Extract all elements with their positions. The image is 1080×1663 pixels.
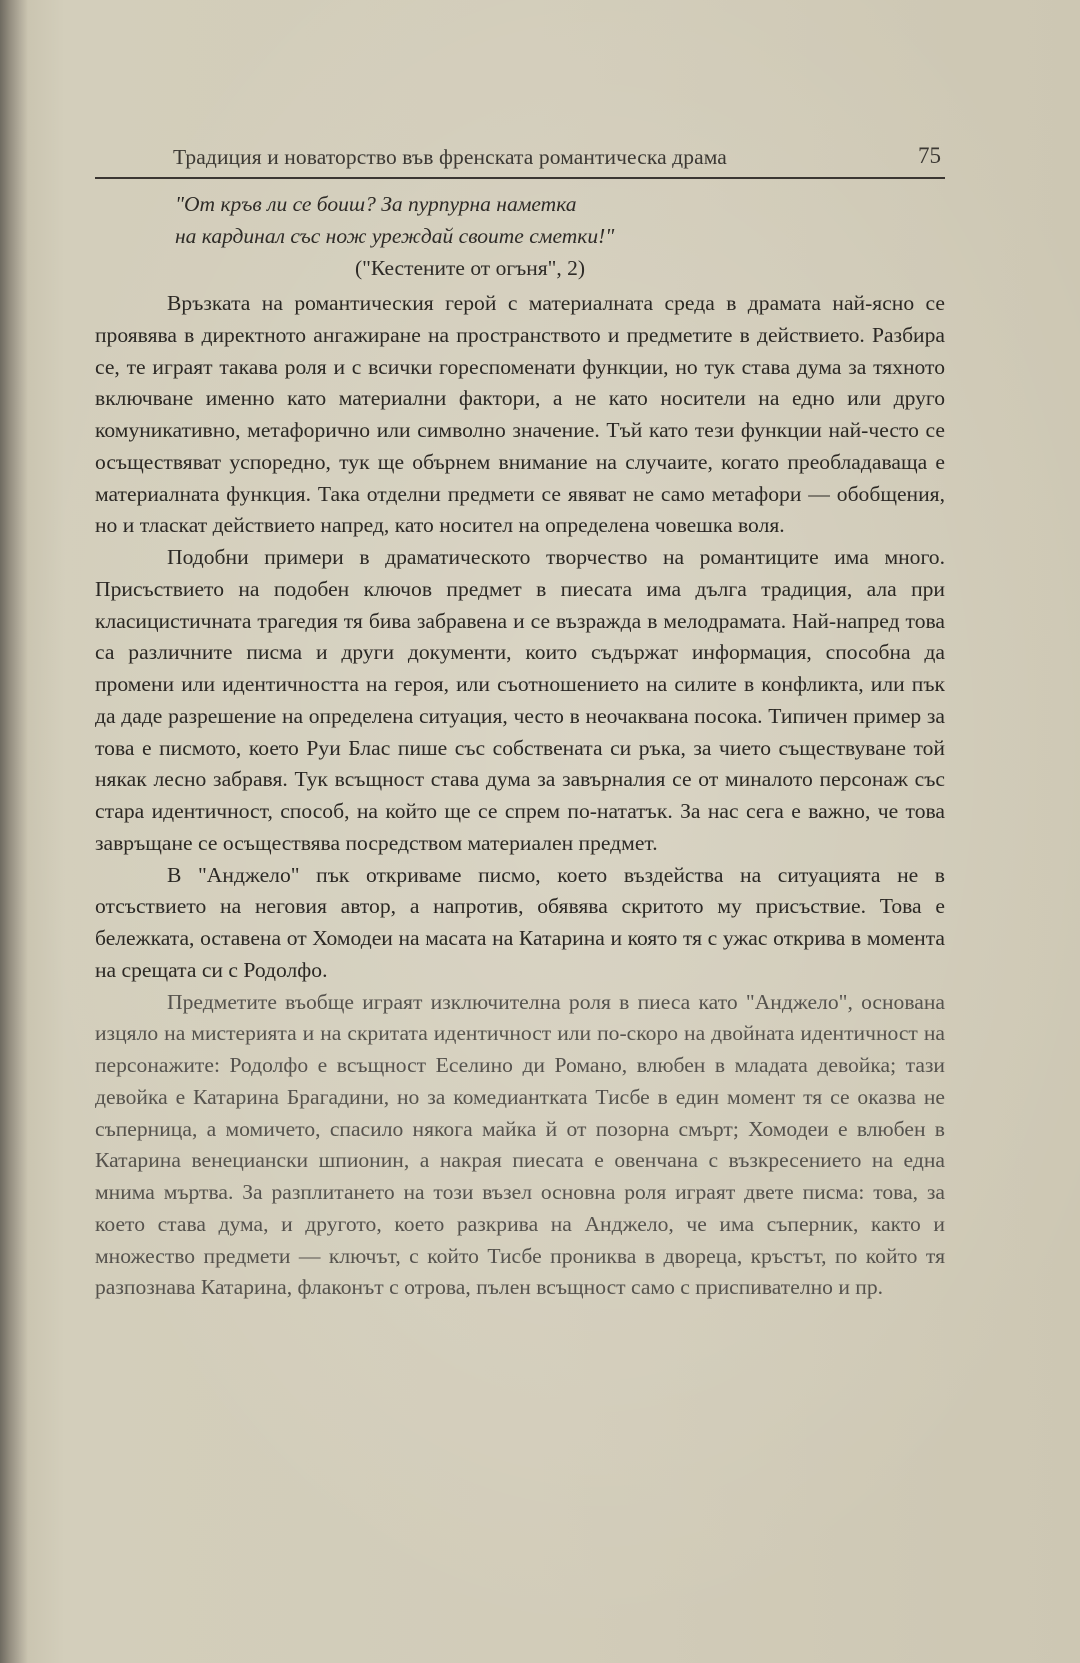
paragraph-4: Предметите въобще играят изключителна роля в пиеса като "Анджело", основана изцяло на мистерията и на скритата идентичност или по-скоро на двойната идентичност на персонажите: Родолфо е всъщност Еселино ди Романо, влюбен в младата девойка; тази девойка е Катарина Брагадини, но за комедиантката Тисбе в един момент тя се оказва не съперница, а момичето, спасило някога майка й от позорна смърт; Хомодеи е влюбен в Катарина венециански шпионин, а накрая пиесата е овенчана с възкресението на една мнима мъртва. За разплитането на този възел основна роля играят двете писма: това, за което става дума, и другото, което разкрива на Анджело, че има съперник, както и множество предмети — ключът, с който Тисбе прониква в двореца, кръстът, по който тя разпознава Катарина, флаконът с отрова, пълен всъщност само с приспивателно и пр. (95, 989, 945, 1300)
page-number: 75 (918, 143, 941, 168)
paragraph-3: В "Анджело" пък откриваме писмо, което въздейства на ситуацията не в отсъствието на неговия автор, а напротив, обявява скритото му присъствие. Това е бележката, оставена от Хомодеи на масата на Катарина и която тя с ужас открива в момента на срещата си с Родолфо. (95, 862, 945, 982)
running-header (95, 143, 945, 179)
quote-line-2: на кардинал със нож уреждай своите сметки!" (175, 224, 615, 248)
book-spine-shadow (0, 0, 28, 1663)
paragraph-1: Връзката на романтическия герой с материалната среда в драмата най-ясно се проявява в директното ангажиране на пространството и предметите в действието. Разбира се, те играят такава роля и с всички гореспоменати функции, но тук става дума за тяхното включване именно като материални фактори, а не като носители на едно или друго комуникативно, метафорично или символно значение. Тъй като тези функции най-често се осъществяват успоредно, тук ще обърнем внимание на случаите, когато преобладаваща е материалната функция. Така отделни предмети се явяват не само метафори — обобщения, но и тласкат действието напред, като носител на определена човешка воля. (95, 291, 945, 538)
quote-source: ("Кестените от огъня", 2) (355, 256, 586, 280)
running-title: Традиция и новаторство във френската романтическа драма (173, 145, 727, 169)
quote-line-1: "От кръв ли се боиш? За пурпурна наметка (175, 192, 577, 216)
paragraph-2: Подобни примери в драматическото творчество на романтиците има много. Присъствието на подобен ключов предмет в пиесата има дълга традиция, ала при класицистичната трагедия тя бива забравена и се възражда в мелодрамата. Най-напред това са различните писма и други документи, които съдържат информация, способна да промени или идентичността на героя, или съотношението на силите в конфликта, или пък да даде разрешение на определена ситуация, често в неочаквана посока. Типичен пример за това е писмото, което Руи Блас пише със собствената си ръка, за чието съществуване той някак лесно забравя. Тук всъщност става дума за завърналия се от миналото персонаж със стара идентичност, способ, на който ще се спрем по-нататък. За нас сега е важно, че това завръщане се осъществява посредством материален предмет. (95, 545, 945, 855)
main-text (95, 288, 945, 1304)
